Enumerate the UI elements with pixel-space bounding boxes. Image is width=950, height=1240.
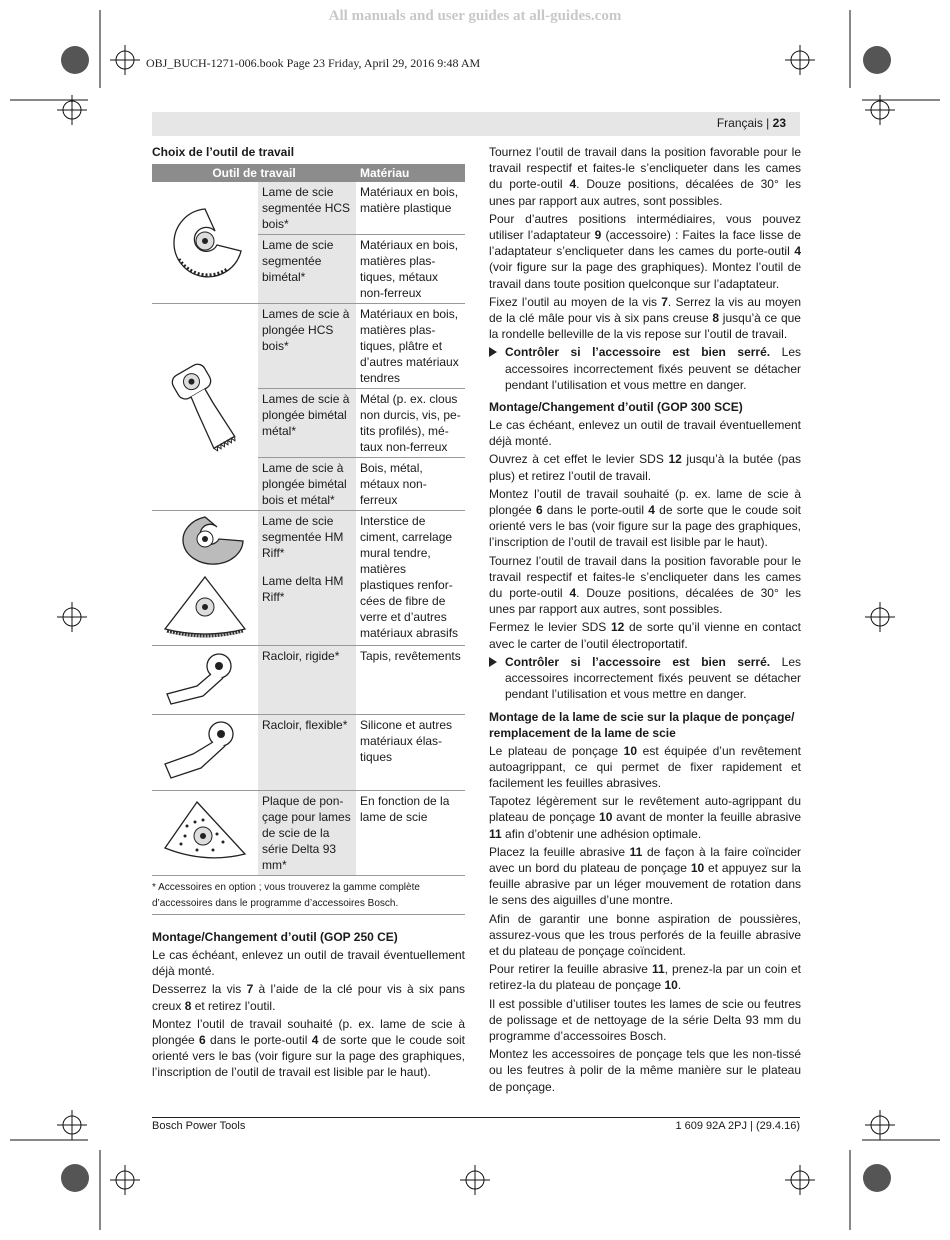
tool-selection-table [152,164,465,876]
paragraph: Pour d’autres positions intermédiaires, vous pouvez utiliser l’adaptateur 9 (accessoire) : Faites la face lisse de l’adaptateur s’encliqueter dans les cames du porte-outil 4 (voir figure sur la page des graphiques). Montez l’outil de travail dans toute position quelconque sur l’adaptateur. [489,211,801,291]
bullet-triangle-icon [489,657,497,667]
row-material: En fonction de la lame de scie [356,791,465,876]
page-number: 23 [772,116,786,130]
paragraph: Il est possible d’utiliser toutes les lames de scie ou feutres de polissage et de nettoyage de la série Delta 93 mm du programme d’accessoires Bosch. [489,996,801,1043]
table-row [152,715,465,791]
row-material: Matériaux en bois, matières plastiques, plâtre et d’autres matériaux tendres [356,304,465,389]
gop250-paragraph: Le cas échéant, enlevez un outil de travail éventuellement déjà monté. [152,948,465,979]
gop300-title: Montage/Changement d’outil (GOP 300 SCE) [489,400,743,415]
page-header-band [152,112,800,136]
row-material: Matériaux en bois, matières plastiques, métaux non-ferreux [356,235,465,304]
table-row [152,511,465,572]
paragraph: Montez l’outil de travail souhaité (p. ex. lame de scie à plongée 6 dans le porte-outil 4 de sorte que le coude soit orienté vers le bas (voir figure sur la page des graphiques, l’inscription de l’outil de travail est lisible par le haut). [489,486,801,550]
flexible-scraper-icon [152,715,258,791]
row-tool-name: Lame de scie segmentée bimétal* [258,235,356,304]
row-tool-name: Lame de scie segmentée HM Riff* [258,511,356,572]
footer-rule [152,1117,800,1118]
paragraph: Pour retirer la feuille abrasive 11, prenez-la par un coin et retirez-la du plateau de ponçage 10. [489,962,801,993]
row-material: Silicone et autres matériaux élastiques [356,715,465,791]
row-material: Tapis, revêtements [356,646,465,715]
row-tool-name: Lame delta HM Riff* [258,571,356,646]
rigid-scraper-icon [152,646,258,715]
right-column [489,144,801,1097]
paragraph: Ouvrez à cet effet le levier SDS 12 jusqu’à la butée (pas plus) et retirez l’outil de travail. [489,452,801,483]
gop250-paragraph: Desserrez la vis 7 à l’aide de la clé pour vis à six pans creux 8 et retirez l’outil. [152,982,465,1013]
table-row [152,304,465,389]
paragraph: Le cas échéant, enlevez un outil de travail éventuellement déjà monté. [489,418,801,449]
delta-hm-riff-blade-icon [152,571,258,646]
watermark: All manuals and user guides at all-guides.com [328,8,622,24]
header-material: Matériau [356,164,465,182]
table-row [152,791,465,876]
paragraph: Tournez l’outil de travail dans la position favorable pour le travail respectif et faites-le s’encliqueter dans les cames du porte-outil 4. Douze positions, décalées de 30° les unes par rapport aux autres, sont possibles. [489,145,801,208]
gop250-title: Montage/Changement d’outil (GOP 250 CE) [152,930,398,944]
plunge-saw-blade-icon [152,304,258,511]
bullet-triangle-icon [489,347,497,357]
row-tool-name: Lame de scie segmentée HCS bois* [258,182,356,235]
table-row [152,646,465,715]
row-tool-name: Plaque de ponçage pour lames de scie de la série Delta 93 mm* [258,791,356,876]
table-row [152,182,465,235]
row-material: Bois, métal, métaux non-ferreux [356,458,465,511]
warning-bullet: Contrôler si l’accessoire est bien serré. Les accessoires incorrectement fixés peuvent se détacher pendant l’utilisation et vous mettre en danger. [489,654,801,703]
gop250-paragraph: Montez l’outil de travail souhaité (p. ex. lame de scie à plongée 6 dans le porte-outil 4 de sorte que le coude soit orienté vers le bas (voir figure sur la page des graphiques, l’inscription de l’outil de travail est lisible par le haut). [152,1016,465,1080]
table-footnote: * Accessoires en option ; vous trouverez la gamme complète d’accessoires dans le programme d’accessoires Bosch. [152,876,465,915]
book-info-line: OBJ_BUCH-1271-006.book Page 23 Friday, April 29, 2016 9:48 AM [146,56,481,70]
row-tool-name: Lame de scie à plongée bimétal bois et métal* [258,458,356,511]
page-header: Français | 23 [716,116,786,130]
paragraph: Tapotez légèrement sur le revêtement auto-agrippant du plateau de ponçage 10 avant de monter la feuille abrasive 11 afin d’obtenir une adhésion optimale. [489,794,802,841]
row-material: Matériaux en bois, matière plastique [356,182,465,235]
paragraph: Tournez l’outil de travail dans la position favorable pour le travail respectif et faites-le s’encliqueter dans les cames du porte-outil 4. Douze positions, décalées de 30° les unes par rapport aux autres, sont possibles. [489,553,801,617]
paragraph: Fixez l’outil au moyen de la vis 7. Serrez la vis au moyen de la clé mâle pour vis à six pans creuse 8 jusqu’à ce que la rondelle belleville de la vis repose sur l’outil de travail. [489,294,802,342]
paragraph: Fermez le levier SDS 12 de sorte qu’il vienne en contact avec le carter de l’outil électroportatif. [489,620,801,651]
hm-riff-segment-blade-icon [152,511,258,572]
table-header-row [152,164,465,182]
row-material: Interstice de ciment, carrelage mural tendre, matières plastiques renforcées de fibre de verre et d’autres matériaux abrasifs [356,511,465,646]
footer-doc-number: 1 609 92A 2PJ | (29.4.16) [675,1120,800,1132]
segment-saw-blade-icon [152,182,258,304]
row-tool-name: Lames de scie à plongée bimétal métal* [258,389,356,458]
left-column [152,144,465,1083]
warning-bullet: Contrôler si l’accessoire est bien serré. Les accessoires incorrectement fixés peuvent se détacher pendant l’utilisation et vous mettre en danger. [489,344,801,393]
paragraph: Le plateau de ponçage 10 est équipée d’un revêtement autoagrippant, ce qui permet de fixer rapidement et facilement les feuilles abrasives. [489,743,801,790]
header-language: Français [716,116,763,130]
paragraph: Afin de garantir une bonne aspiration de poussières, assurez-vous que les trous perforés de la feuille abrasive et du plateau de ponçage coïncident. [489,911,801,958]
row-material: Métal (p. ex. clous non durcis, vis, petits profilés), métaux non-ferreux [356,389,465,458]
paragraph: Placez la feuille abrasive 11 de façon à la faire coïncider avec un bord du plateau de ponçage 10 et appuyez sur la feuille abrasive par un léger mouvement de rotation dans le sens des aiguilles d’une montre. [489,844,801,908]
sanding-plate-icon [152,791,258,876]
row-tool-name: Racloir, rigide* [258,646,356,715]
row-tool-name: Lames de scie à plongée HCS bois* [258,304,356,389]
footer-brand: Bosch Power Tools [152,1120,246,1132]
paragraph: Montez les accessoires de ponçage tels que les non-tissé ou les feutres à polir de la même manière sur le plateau de ponçage. [489,1047,801,1094]
row-tool-name: Racloir, flexible* [258,715,356,791]
header-tool: Outil de travail [152,164,356,182]
sanding-title: Montage de la lame de scie sur la plaque de ponçage/ remplacement de la lame de scie [489,709,795,740]
table-title: Choix de l’outil de travail [152,145,295,159]
